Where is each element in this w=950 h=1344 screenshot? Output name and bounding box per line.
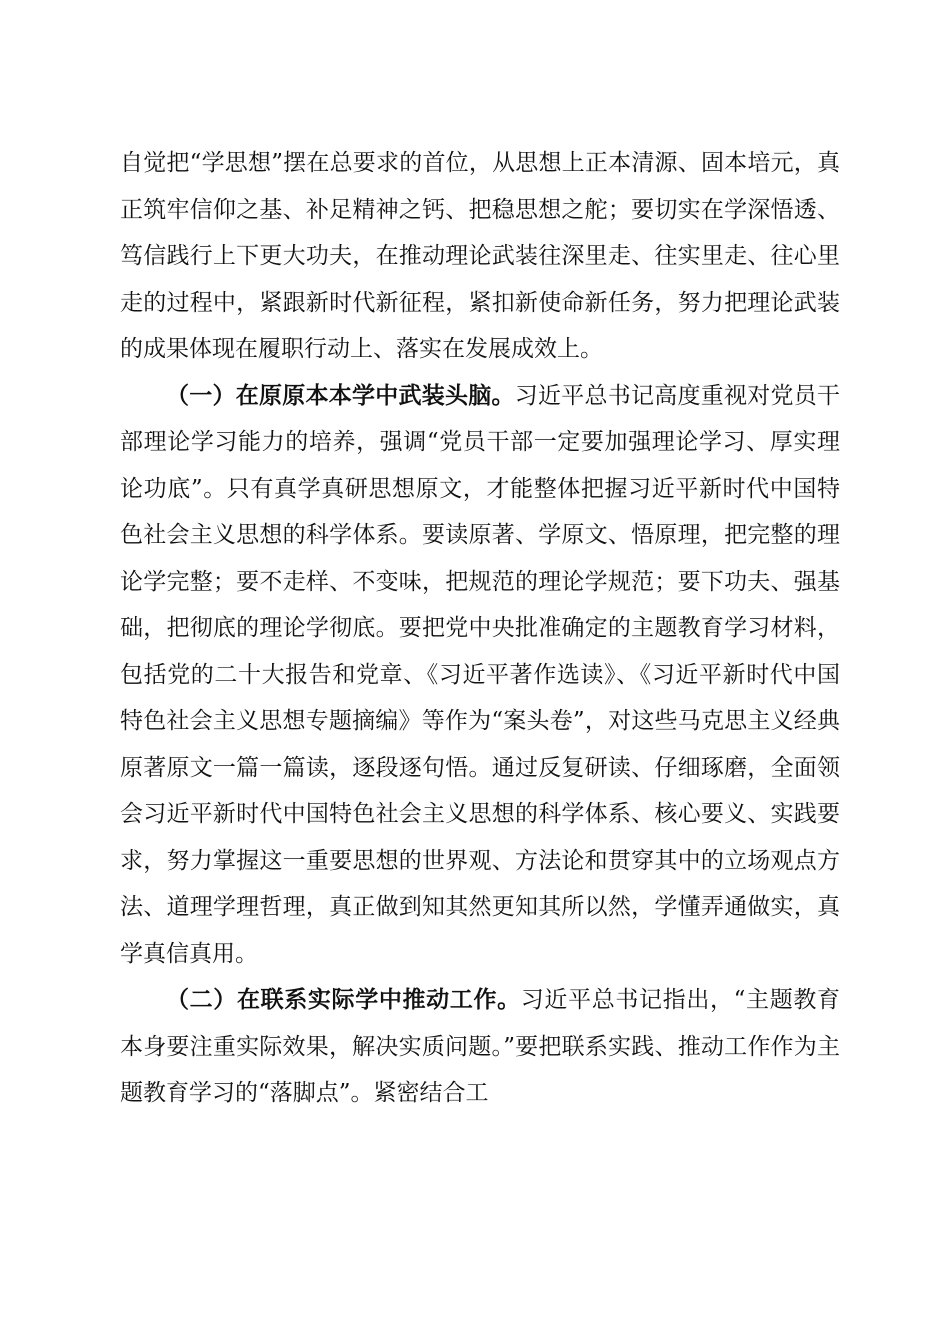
paragraph-text: 习近平总书记高度重视对党员干部理论学习能力的培养，强调“党员干部一定要加强理论学习、厚实理论功底”。只有真学真研思想原文，才能整体把握习近平新时代中国特色社会主义思想的科学体系。要读原著、学原文、悟原理，把完整的理论学完整；要不走样、不变味，把规范的理论学规范；要下功夫、强基础，把彻底的理论学彻底。要把党中央批准确定的主题教育学习材料，包括党的二十大报告和党章、《习近平著作选读》、《习近平新时代中国特色社会主义思想专题摘编》等作为“案头卷”，对这些马克思主义经典原著原文一篇一篇读，逐段逐句悟。通过反复研读、仔细琢磨，全面领会习近平新时代中国特色社会主义思想的科学体系、核心要义、实践要求，努力掌握这一重要思想的世界观、方法论和贯穿其中的立场观点方法、道理学理哲理，真正做到知其然更知其所以然，学懂弄通做实，真学真信真用。 [120, 382, 840, 967]
section-heading: （二）在联系实际学中推动工作。 [166, 986, 521, 1013]
paragraph-text: 习近平总书记指出，“主题教育本身要注重实际效果，解决实质问题。”要把联系实践、推动工作作为主题教育学习的“落脚点”。紧密结合工 [120, 987, 841, 1106]
document-body [120, 140, 840, 1117]
paragraph-text: 自觉把“学思想”摆在总要求的首位，从思想上正本清源、固本培元，真正筑牢信仰之基、补足精神之钙、把稳思想之舵；要切实在学深悟透、笃信践行上下更大功夫，在推动理论武装往深里走、往实里走、往心里走的过程中，紧跟新时代新征程，紧扣新使命新任务，努力把理论武装的成果体现在履职行动上、落实在发展成效上。 [120, 150, 840, 362]
paragraph-section-1 [120, 373, 840, 978]
section-heading: （一）在原原本本学中武装头脑。 [166, 381, 515, 409]
paragraph-section-2 [120, 977, 840, 1117]
paragraph-continuation [120, 140, 840, 373]
